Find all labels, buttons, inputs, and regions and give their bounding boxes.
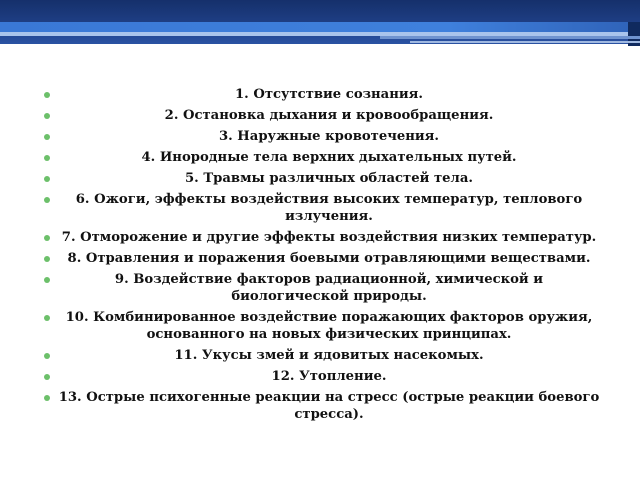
- list-item-text: 12. Утопление.: [271, 369, 387, 384]
- list-item: [44, 128, 604, 145]
- list-item: [44, 170, 604, 187]
- list-item: [44, 368, 604, 385]
- list-item-text: 10. Комбинированное воздействие поражающих факторов оружия, основанного на новых физических принципах.: [65, 310, 593, 342]
- emergency-conditions-list: [44, 86, 604, 427]
- list-item-text: 8. Отравления и поражения боевыми отравляющими веществами.: [67, 251, 591, 266]
- list-item-text: 3. Наружные кровотечения.: [218, 129, 440, 144]
- bullet-icon: [44, 113, 50, 119]
- list-item: [44, 229, 604, 246]
- list-item-text: 1. Отсутствие сознания.: [235, 87, 423, 102]
- list-item: [44, 250, 604, 267]
- list-item-text: 6. Ожоги, эффекты воздействия высоких температур, теплового излучения.: [75, 192, 583, 224]
- accent-line-lower: [410, 41, 640, 43]
- bullet-icon: [44, 197, 50, 203]
- bullet-icon: [44, 155, 50, 161]
- list-item: [44, 309, 604, 343]
- list-item: [44, 271, 604, 305]
- bullet-icon: [44, 395, 50, 401]
- bullet-icon: [44, 315, 50, 321]
- list-item-text: 4. Инородные тела верхних дыхательных путей.: [141, 150, 517, 165]
- list-item-text: 7. Отморожение и другие эффекты воздействия низких температур.: [61, 230, 597, 245]
- list-item-text: 11. Укусы змей и ядовитых насекомых.: [174, 348, 484, 363]
- list-item: [44, 107, 604, 124]
- list-item: [44, 86, 604, 103]
- list-item: [44, 149, 604, 166]
- bullet-icon: [44, 176, 50, 182]
- list-item-text: 5. Травмы различных областей тела.: [184, 171, 473, 186]
- list-item-text: 9. Воздействие факторов радиационной, химической и биологической природы.: [114, 272, 544, 304]
- bullet-icon: [44, 235, 50, 241]
- accent-line-upper: [380, 36, 640, 39]
- bullet-icon: [44, 353, 50, 359]
- slide-header-stripe: [0, 22, 640, 32]
- list-item: [44, 389, 604, 423]
- list-item: [44, 347, 604, 364]
- bullet-icon: [44, 374, 50, 380]
- list-item-text: 13. Острые психогенные реакции на стресс (острые реакции боевого стресса).: [58, 390, 600, 422]
- bullet-icon: [44, 134, 50, 140]
- bullet-icon: [44, 277, 50, 283]
- slide-accent-lines: [370, 36, 640, 46]
- bullet-icon: [44, 92, 50, 98]
- list-item: [44, 191, 604, 225]
- bullet-icon: [44, 256, 50, 262]
- list-item-text: 2. Остановка дыхания и кровообращения.: [164, 108, 494, 123]
